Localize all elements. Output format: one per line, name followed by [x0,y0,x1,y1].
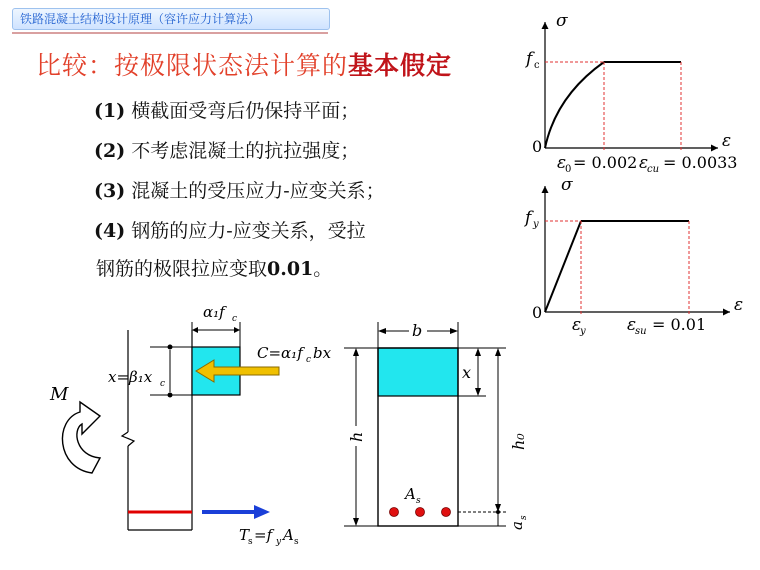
epssu-symbol: ε [627,315,637,335]
moment-label: M [50,384,69,405]
assumption-text: 不考虑混凝土的抗拉强度； [125,140,360,162]
force-subscript: c [306,355,312,365]
epscu-value: = 0.0033 [663,153,738,172]
sigma-label: σ [556,11,568,31]
sigma-label: σ [561,175,573,195]
rebar [416,508,425,517]
compression-zone [378,348,458,396]
as-dim-subscript: s [519,515,529,520]
assumption-cont-prefix: 钢筋的极限拉应变取 [96,258,268,280]
title-prefix: 比较：按极限状态法计算的 [36,51,349,80]
elastic-line [545,221,581,312]
height-label: x=β₁x [108,368,153,386]
h0-label: h₀ [509,433,528,450]
epsy-symbol: ε [572,315,582,335]
eps0-symbol: ε [557,153,567,173]
tension-tail: A [283,526,294,544]
steel-stress-strain-graph [523,175,743,337]
header-title: 铁路混凝土结构设计原理（容许应力计算法） [20,12,261,26]
epscu-subscript: cu [647,164,660,175]
assumption-cont-suffix: 。 [313,258,333,280]
moment-arrow [62,402,100,473]
assumption-number: (4) [94,220,126,242]
x-label: x [462,363,472,382]
concrete-stress-strain-graph [524,11,737,175]
epsilon-label: ε [722,131,732,151]
stress-block-diagram [49,303,332,547]
assumption-text: 横截面受弯后仍保持平面； [125,100,360,122]
height-subscript: c [160,379,166,389]
cross-section-diagram [344,321,529,530]
eps0-subscript: 0 [565,164,572,175]
rebar [442,508,451,517]
assumption-text: 混凝土的受压应力-应变关系； [125,180,385,202]
assumption-number: (1) [94,100,126,122]
b-label: b [412,321,423,340]
force-tail: bx [313,344,332,362]
fy-subscript: y [533,219,539,230]
tension-tail-subscript: s [294,537,299,547]
tension-mid: =f [254,526,273,544]
epsy-subscript: y [580,326,586,337]
width-subscript: c [232,314,238,324]
origin-label: 0 [532,137,543,156]
epsilon-label: ε [734,295,744,315]
parabolic-curve [545,62,604,148]
as-subscript: s [416,496,421,506]
as-dim-label: a [508,521,526,530]
tension-subscript: s [248,537,253,547]
tension-mid-subscript: y [276,537,282,547]
assumption-text: 钢筋的应力-应变关系，受拉 [125,220,366,242]
epssu-subscript: su [635,326,647,337]
break-mark [122,432,134,446]
fc-label: f [526,49,533,69]
epssu-value: = 0.01 [652,315,707,334]
epscu-symbol: ε [639,153,649,173]
eps0-value: = 0.002 [573,153,638,172]
tension-label: T [239,526,250,544]
force-label: C=α₁f [257,344,303,362]
h-label: h [347,431,366,442]
fc-subscript: c [534,60,540,71]
fy-label: f [525,208,532,228]
assumption-number: (2) [94,140,126,162]
assumption-number: (3) [94,180,126,202]
strain-limit-value: 0.01 [267,258,314,280]
as-label: A [405,485,416,503]
width-label: α₁f [203,303,225,321]
origin-label: 0 [532,303,543,322]
rebar [390,508,399,517]
title-emphasis: 基本假定 [348,51,453,80]
